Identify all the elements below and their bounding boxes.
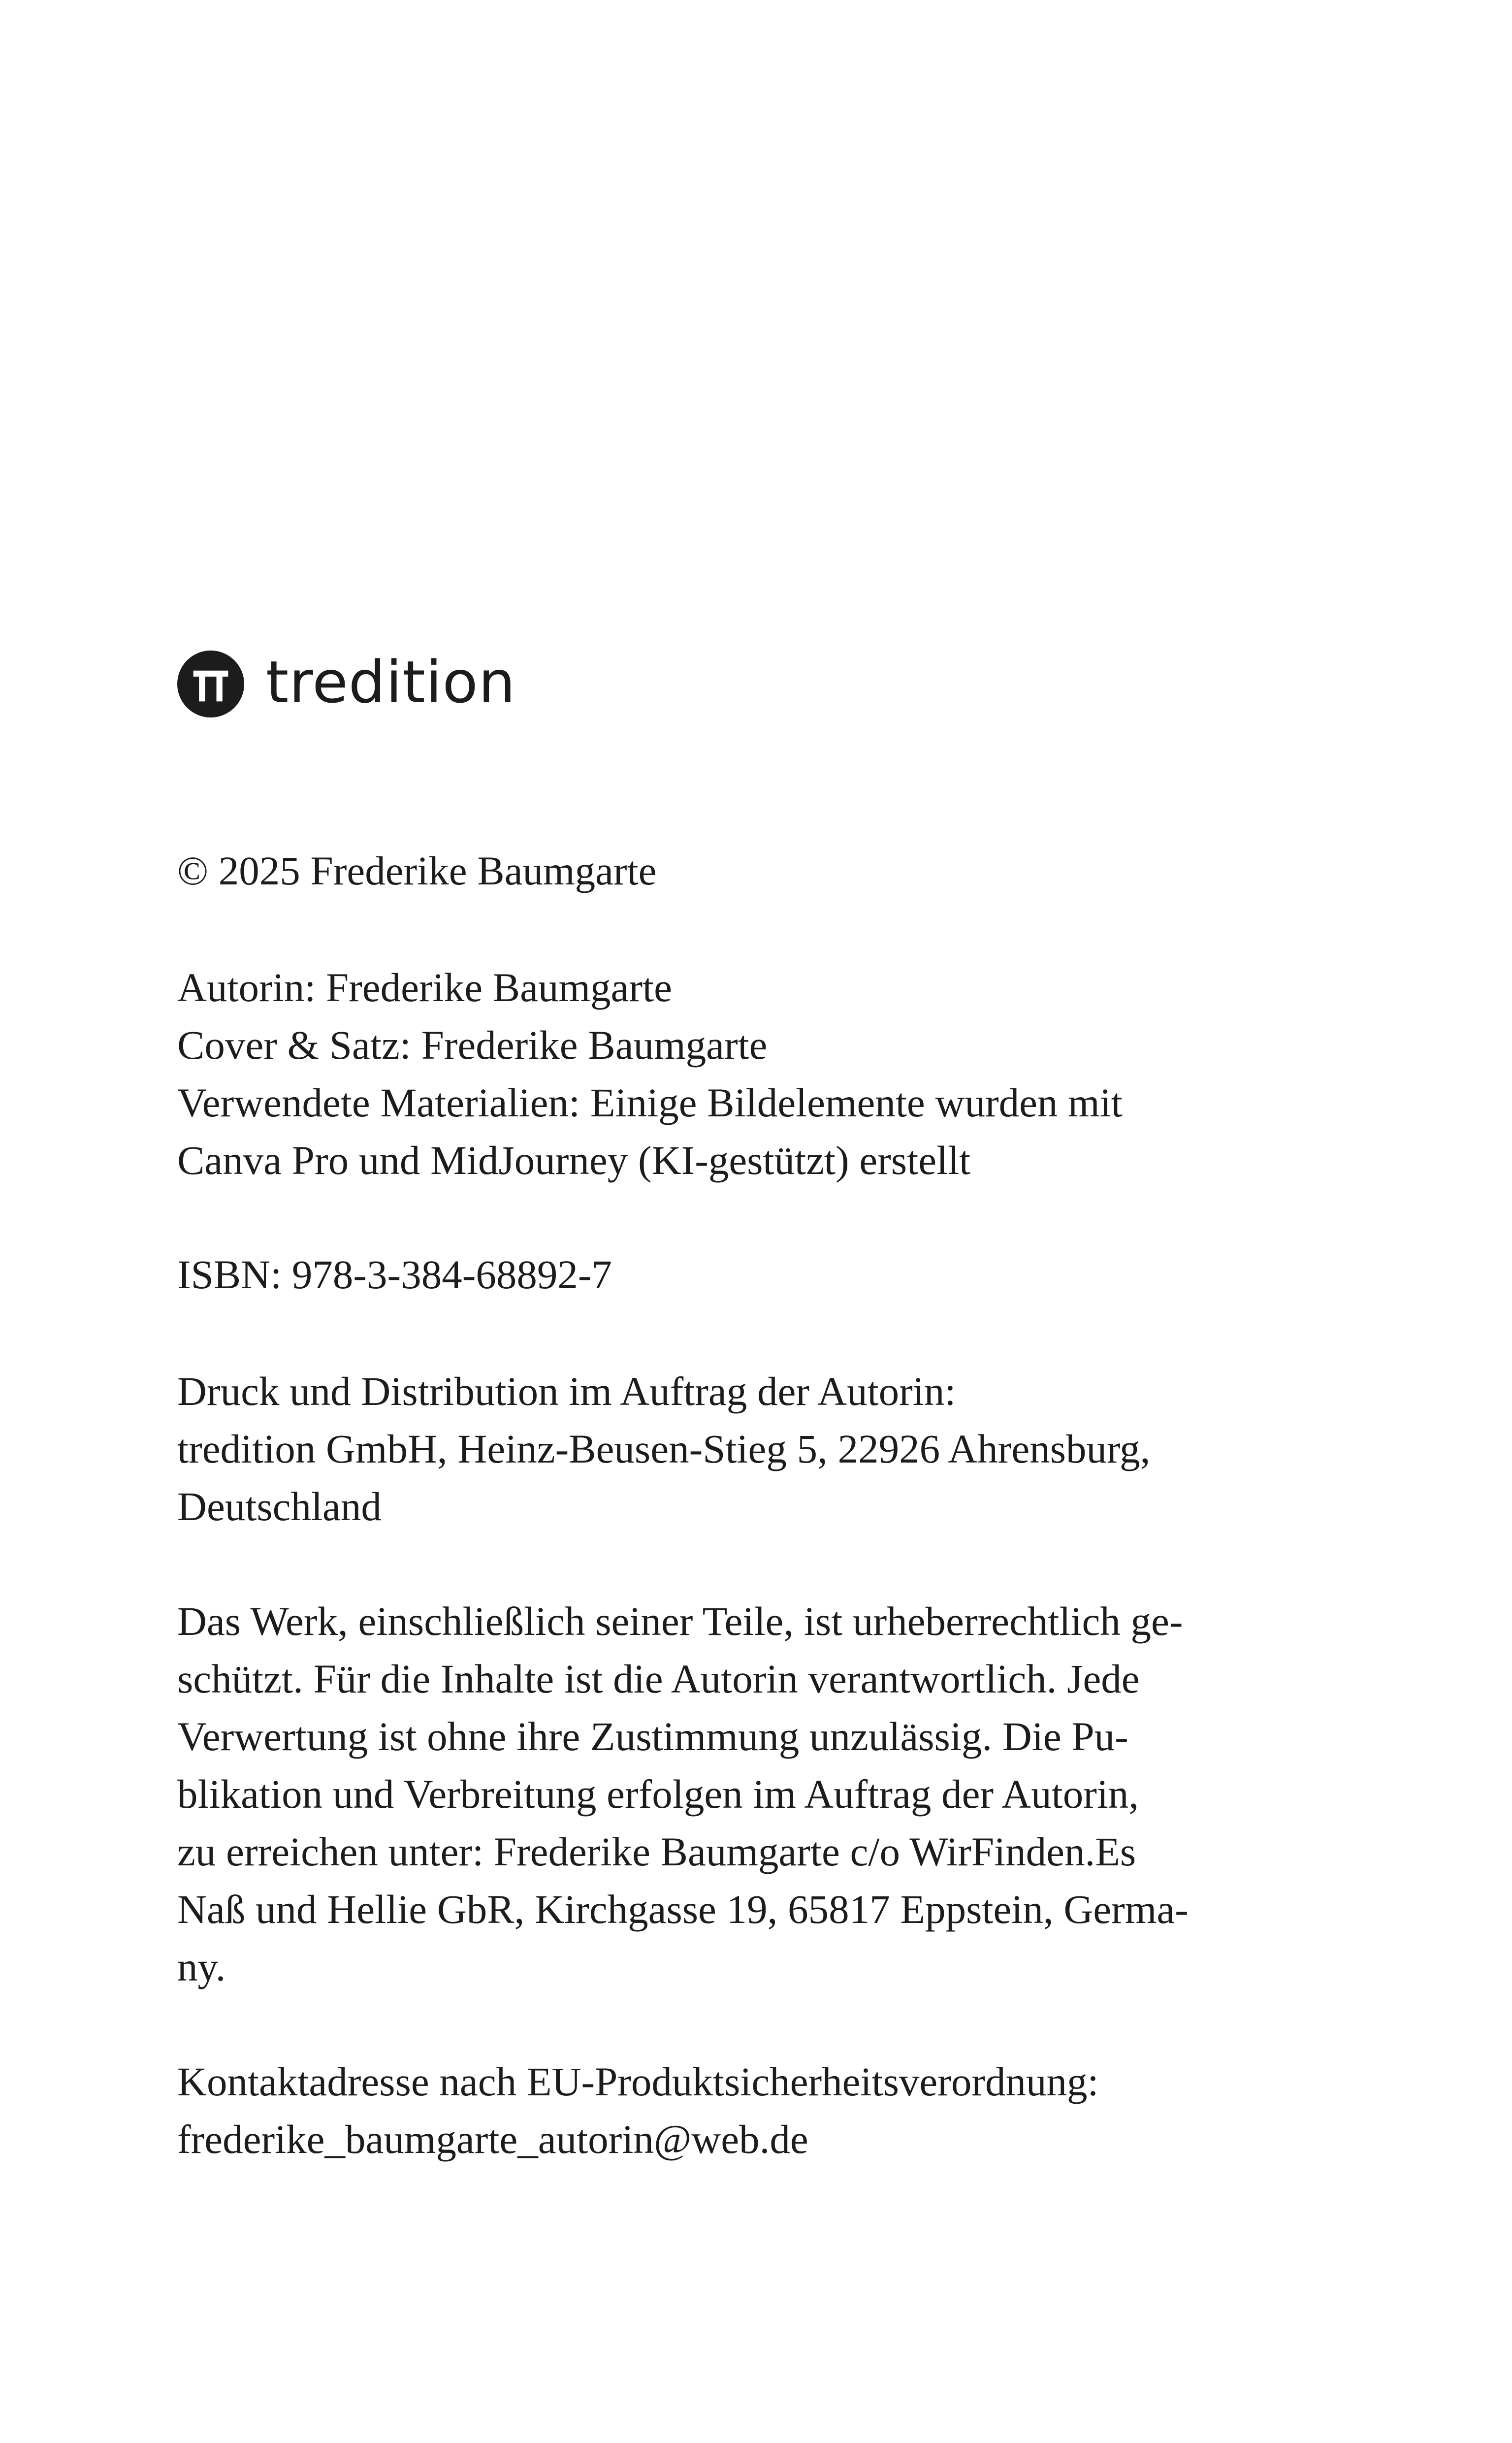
tredition-logo-icon (177, 651, 244, 717)
contact-section (177, 2053, 1310, 2168)
copyright-notice (177, 842, 1310, 900)
legal-line: Naß und Hellie GbR, Kirchgasse 19, 65817 Eppstein, Germa- (177, 1887, 1189, 1932)
isbn-section (177, 1246, 1310, 1303)
legal-line: blikation und Verbreitung erfolgen im Auftrag der Autorin, (177, 1771, 1139, 1817)
legal-notice-section (177, 1593, 1310, 1996)
contact-heading: Kontaktadresse nach EU-Produktsicherheitsverordnung: (177, 2059, 1099, 2104)
credits-line-materials-cont: Canva Pro und MidJourney (KI-gestützt) erstellt (177, 1138, 971, 1183)
copyright-line: © 2025 Frederike Baumgarte (177, 848, 657, 893)
legal-line: zu erreichen unter: Frederike Baumgarte c/o WirFinden.Es (177, 1829, 1136, 1874)
legal-line: schützt. Für die Inhalte ist die Autorin verantwortlich. Jede (177, 1656, 1140, 1701)
legal-line: Verwertung ist ohne ihre Zustimmung unzulässig. Die Pu- (177, 1714, 1128, 1759)
credits-line-cover: Cover & Satz: Frederike Baumgarte (177, 1022, 768, 1068)
legal-line: Das Werk, einschließlich seiner Teile, ist urheberrechtlich ge- (177, 1598, 1183, 1644)
credits-line-author: Autorin: Frederike Baumgarte (177, 965, 672, 1010)
publisher-name: tredition (266, 648, 516, 716)
publisher-logo (177, 649, 516, 719)
credits-line-materials: Verwendete Materialien: Einige Bildelemente wurden mit (177, 1080, 1123, 1125)
isbn-line: ISBN: 978-3-384-68892-7 (177, 1252, 612, 1297)
print-line: Deutschland (177, 1484, 382, 1529)
print-line: Druck und Distribution im Auftrag der Autorin: (177, 1368, 956, 1414)
legal-line: ny. (177, 1944, 226, 1989)
print-distribution-section (177, 1363, 1310, 1535)
print-line: tredition GmbH, Heinz-Beusen-Stieg 5, 22926 Ahrensburg, (177, 1426, 1151, 1471)
contact-email: frederike_baumgarte_autorin@web.de (177, 2117, 808, 2162)
credits-section (177, 959, 1310, 1189)
